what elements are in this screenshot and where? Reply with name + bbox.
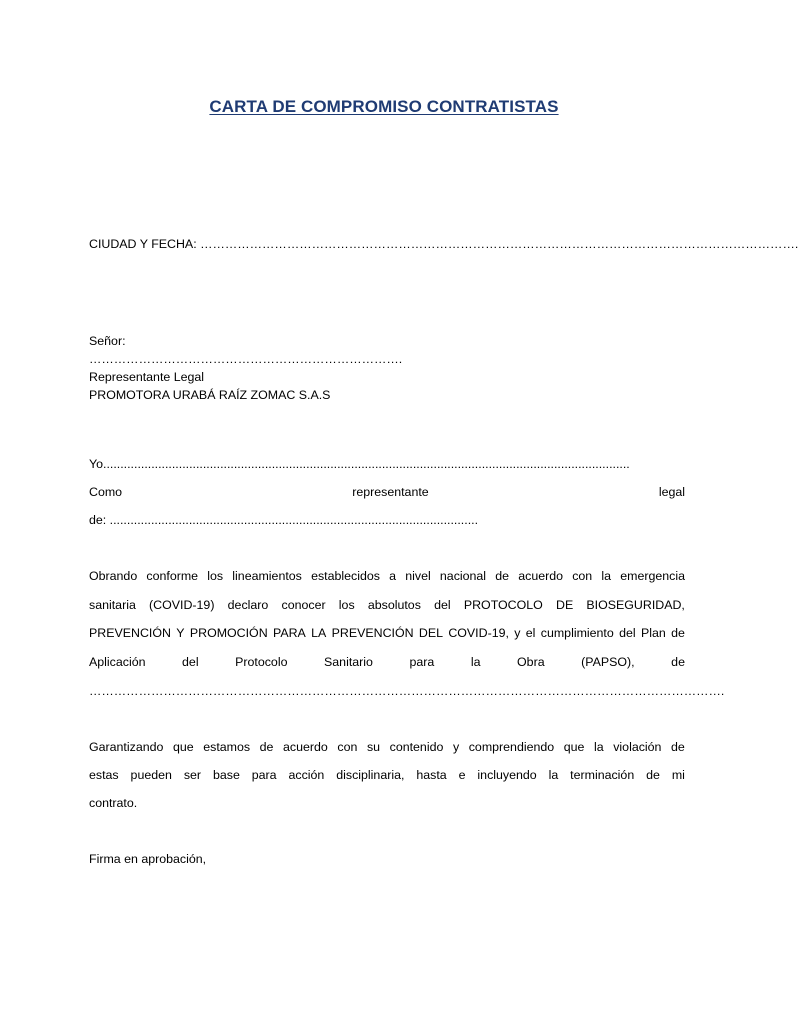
word: que — [563, 740, 585, 754]
word: y — [452, 740, 460, 754]
word: los — [207, 569, 224, 583]
word: a — [389, 569, 397, 583]
senor-label: Señor: — [89, 334, 126, 348]
word: para — [409, 655, 435, 669]
word: incluyendo — [477, 768, 537, 782]
word: PROMOCIÓN — [189, 626, 268, 640]
word: mi — [671, 768, 685, 782]
word: de — [259, 740, 274, 754]
word: (COVID-19) — [149, 598, 215, 612]
word: acuerdo — [518, 569, 564, 583]
word: de — [646, 768, 660, 782]
word: Garantizando — [89, 740, 164, 754]
word: la — [594, 740, 604, 754]
word: la — [601, 569, 612, 583]
word: ser — [183, 768, 202, 782]
como-line — [89, 485, 685, 500]
word: PARA — [272, 626, 306, 640]
word: nacional — [439, 569, 487, 583]
word: base — [212, 768, 240, 782]
word: Plan — [640, 626, 666, 640]
word: PREVENCIÓN — [331, 626, 414, 640]
word: estamos — [203, 740, 251, 754]
word: Obra — [517, 655, 545, 669]
word: de — [671, 626, 685, 640]
word: emergencia — [620, 569, 685, 583]
word: PROTOCOLO — [463, 598, 543, 612]
paragraph-garantia-line-1 — [89, 740, 685, 755]
word: acción — [288, 768, 325, 782]
word: de — [495, 569, 510, 583]
word: del — [619, 626, 636, 640]
word: contenido — [389, 740, 444, 754]
word: lineamientos — [232, 569, 302, 583]
word: Sanitario — [324, 655, 373, 669]
senor-blank: …………………………………………………………………. — [89, 352, 403, 366]
word: de — [671, 740, 685, 754]
word: que — [172, 740, 194, 754]
word: absolutos — [367, 598, 421, 612]
word: establecidos — [311, 569, 380, 583]
word: cumplimiento — [540, 626, 614, 640]
empresa-name: PROMOTORA URABÁ RAÍZ ZOMAC S.A.S — [89, 388, 331, 402]
como-word: Como — [89, 485, 123, 499]
word: declaro — [227, 598, 269, 612]
word: disciplinaria, — [336, 768, 405, 782]
word: Y — [176, 626, 185, 640]
word: LA — [311, 626, 327, 640]
word: nivel — [405, 569, 431, 583]
word: pueden — [130, 768, 172, 782]
yo-line: Yo......................................................................................................................................................... — [89, 457, 630, 471]
word: acuerdo — [283, 740, 328, 754]
word: (PAPSO), — [581, 655, 635, 669]
representante-label: Representante Legal — [89, 370, 205, 384]
word: PREVENCIÓN — [89, 626, 171, 640]
word: e — [458, 768, 466, 782]
paragraph-blank-line: ………………………………………………………………………………………………………………………………………. — [89, 684, 725, 698]
word: sanitaria — [89, 598, 136, 612]
word: de — [671, 655, 685, 669]
word: Aplicación — [89, 655, 146, 669]
firma-label: Firma en aprobación, — [89, 852, 207, 866]
word: la — [470, 655, 481, 669]
word: DEL — [418, 626, 443, 640]
word: hasta — [416, 768, 447, 782]
word: COVID-19, — [448, 626, 509, 640]
word: violación — [613, 740, 662, 754]
word: del — [434, 598, 451, 612]
word: el — [525, 626, 536, 640]
word: su — [366, 740, 381, 754]
word: comprendiendo — [468, 740, 555, 754]
word: con — [337, 740, 358, 754]
de-line: de: ........................................................................................................... — [89, 513, 479, 527]
paragraph-compromiso-line-4 — [89, 655, 685, 670]
word: DE — [556, 598, 574, 612]
paragraph-compromiso-line-2 — [89, 598, 685, 613]
word: los — [338, 598, 355, 612]
word: para — [251, 768, 277, 782]
word: y — [514, 626, 521, 640]
word: conocer — [281, 598, 326, 612]
ciudad-fecha-line: CIUDAD Y FECHA: ………………………………………………………………………………………………………………………………. — [89, 237, 798, 251]
representante-word: representante — [352, 485, 429, 499]
word: la — [548, 768, 559, 782]
word: terminación — [570, 768, 635, 782]
word: del — [182, 655, 199, 669]
legal-word: legal — [658, 485, 685, 499]
word: BIOSEGURIDAD, — [586, 598, 685, 612]
document-title: CARTA DE COMPROMISO CONTRATISTAS — [209, 97, 559, 116]
word: Obrando — [89, 569, 138, 583]
word: Protocolo — [235, 655, 288, 669]
word: conforme — [146, 569, 199, 583]
paragraph-compromiso-line-1 — [89, 569, 685, 584]
paragraph-compromiso-line-3 — [89, 626, 685, 641]
contrato-word: contrato. — [89, 796, 138, 810]
word: estas — [89, 768, 119, 782]
paragraph-garantia-line-2 — [89, 768, 685, 783]
word: con — [572, 569, 593, 583]
